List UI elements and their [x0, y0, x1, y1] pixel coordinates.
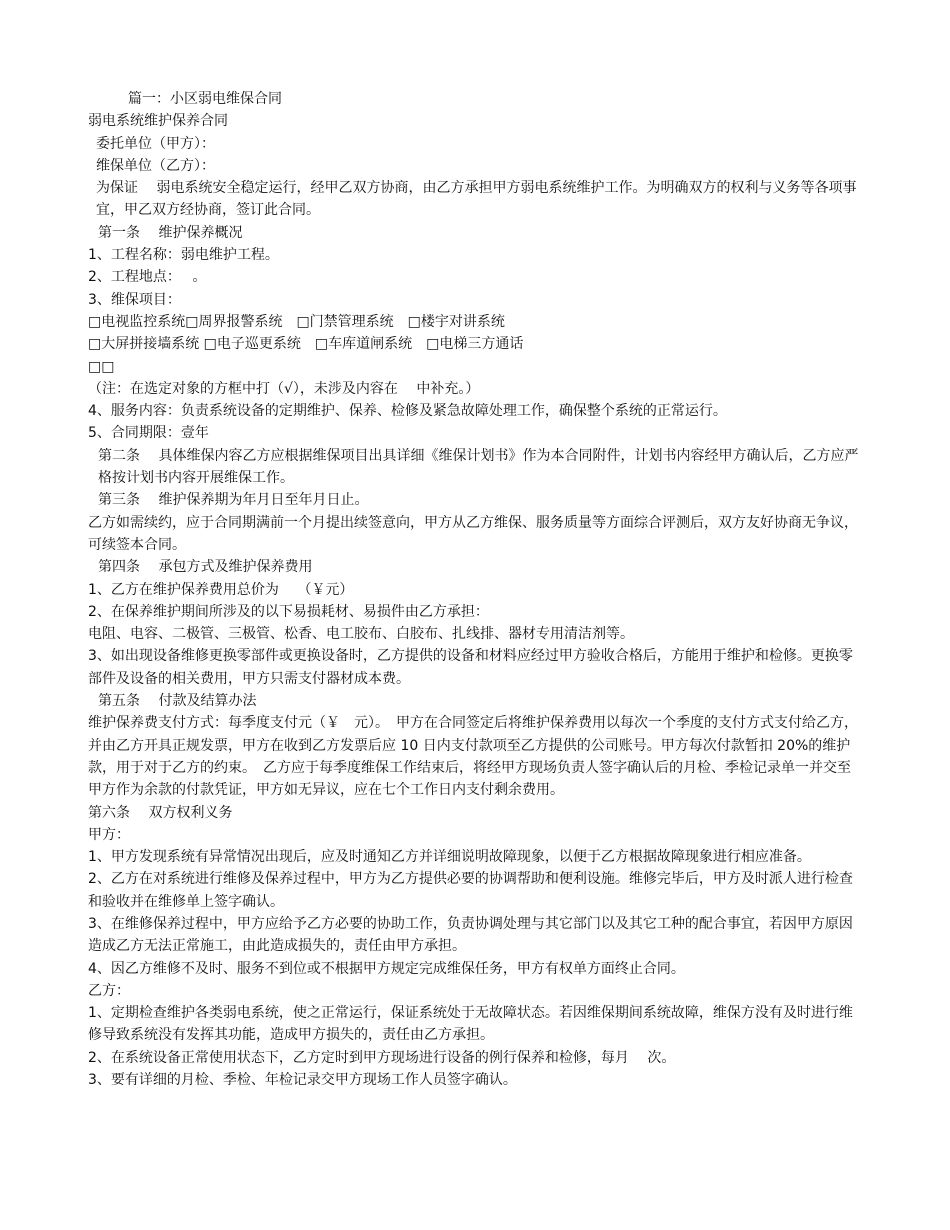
options-row-1: □电视监控系统□周界报警系统 □门禁管理系统 □楼宇对讲系统	[88, 313, 505, 330]
contract-title: 弱电系统维护保养合同	[88, 113, 228, 130]
party-a-duty-3: 3、在维修保养过程中，甲方应给予乙方必要的协助工作，负责协调处理与其它部门以及其它工种的配合事宜，若因甲方原因造成乙方无法正常施工，由此造成损失的，责任由甲方承担。	[88, 915, 853, 955]
article-4-item-3: 3、如出现设备维修更换零部件或更换设备时，乙方提供的设备和材料应经过甲方验收合格后，方能用于维护和检修。更换零部件及设备的相关费用，甲方只需支付器材成本费。	[88, 648, 853, 687]
options-row-2: □大屏拼接墙系统 □电子巡更系统 □车库道闸系统 □电梯三方通话	[88, 336, 524, 353]
checkbox-note: （注：在选定对象的方框中打（√），未涉及内容在 中补充。）	[88, 380, 480, 397]
article-6-title: 第六条 双方权利义务	[88, 804, 233, 821]
party-b-duty-1: 1、定期检查维护各类弱电系统，使之正常运行，保证系统处于无故障状态。若因维保期间系统故障，维保方没有及时进行维修导致系统没有发挥其功能，造成甲方损失的，责任由乙方承担。	[88, 1005, 853, 1044]
article-5-body: 维护保养费支付方式：每季度支付元（￥ 元）。 甲方在合同签定后将维护保养费用以每次一个季度的支付方式支付给乙方，并由乙方开具正规发票，甲方在收到乙方发票后应 10 日内支付款项至乙方提供的公司账号。甲方每次付款暂扣 20%的维护款，用于对于乙方的约束。 乙方应于每季度维保工作结束后，将经甲方现场负责人签字确认后的月检、季检记录单一并交至甲方作为余款的付款凭证，甲方如无异议，应在七个工作日内支付剩余费用。	[88, 715, 858, 799]
article-5-title: 第五条 付款及结算办法	[98, 693, 257, 710]
article-1-item-5: 5、合同期限：壹年	[88, 425, 209, 442]
party-b-line: 维保单位（乙方）：	[96, 157, 215, 174]
article-1-item-2: 2、工程地点： 。	[88, 269, 207, 286]
party-a-label: 甲方：	[88, 826, 130, 843]
party-b-duty-3: 3、要有详细的月检、季检、年检记录交甲方现场工作人员签字确认。	[88, 1072, 517, 1089]
party-a-duty-2: 2、乙方在对系统进行维修及保养过程中，甲方为乙方提供必要的协调帮助和便利设施。维修完毕后，甲方及时派人进行检查和验收并在维修单上签字确认。	[88, 871, 853, 910]
article-3-renewal: 乙方如需续约，应于合同期满前一个月提出续签意向，甲方从乙方维保、服务质量等方面综合评测后，双方友好协商无争议，可续签本合同。	[88, 514, 858, 553]
article-1-title: 第一条 维护保养概况	[98, 224, 243, 241]
article-4-item-1: 1、乙方在维护保养费用总价为 （￥元）	[88, 581, 354, 598]
party-a-line: 委托单位（甲方）：	[96, 135, 215, 152]
article-3-title: 第三条 维护保养期为年月日至年月日止。	[98, 492, 369, 509]
party-a-duty-4: 4、因乙方维修不及时、服务不到位或不根据甲方规定完成维保任务，甲方有权单方面终止合同。	[88, 960, 685, 977]
document-page	[88, 88, 860, 1091]
article-1-item-4: 4、服务内容：负责系统设备的定期维护、保养、检修及紧急故障处理工作，确保整个系统的正常运行。	[88, 403, 727, 420]
article-2-paragraph: 第二条 具体维保内容乙方应根据维保项目出具详细《维保计划书》作为本合同附件，计划书内容经甲方确认后，乙方应严格按计划书内容开展维保工作。	[98, 447, 859, 487]
party-a-duty-1: 1、甲方发现系统有异常情况出现后，应及时通知乙方并详细说明故障现象，以便于乙方根据故障现象进行相应准备。	[88, 849, 811, 866]
article-4-title: 第四条 承包方式及维护保养费用	[98, 559, 313, 576]
options-row-3: □□	[88, 358, 115, 375]
article-4-consumables-list: 电阻、电容、二极管、三极管、松香、电工胶布、白胶布、扎线排、器材专用清洁剂等。	[88, 626, 634, 643]
document-heading: 篇一：小区弱电维保合同	[128, 91, 282, 107]
party-b-label: 乙方：	[88, 982, 130, 999]
article-1-item-3: 3、维保项目：	[88, 291, 181, 308]
article-4-item-2: 2、在保养维护期间所涉及的以下易损耗材、易损件由乙方承担：	[88, 603, 489, 620]
intro-paragraph: 为保证 弱电系统安全稳定运行，经甲乙双方协商，由乙方承担甲方弱电系统维护工作。为明确双方的权利与义务等各项事宜，甲乙双方经协商，签订此合同。	[96, 180, 857, 219]
party-b-duty-2: 2、在系统设备正常使用状态下，乙方定时到甲方现场进行设备的例行保养和检修，每月 次。	[88, 1049, 676, 1066]
article-1-item-1: 1、工程名称：弱电维护工程。	[88, 247, 279, 264]
